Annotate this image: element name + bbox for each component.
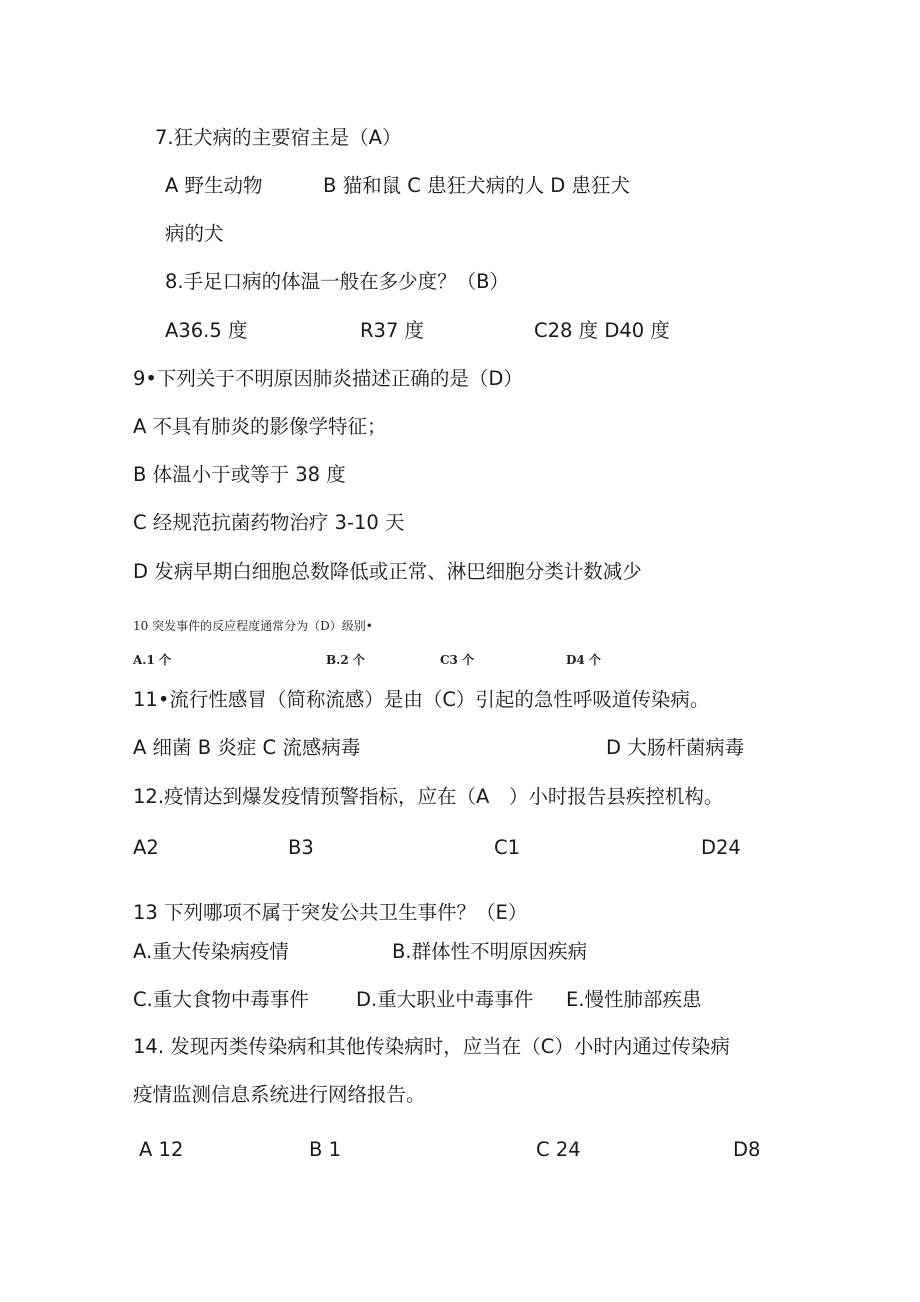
q7-option-wrap: 病的犬	[165, 222, 224, 245]
question-12: 12.疫情达到爆发疫情预警指标，应在（A ）小时报告县疾控机构。	[133, 785, 724, 808]
q13-option-d: D.重大职业中毒事件	[356, 988, 534, 1011]
q10-option-b: B.2 个	[326, 653, 365, 667]
q12-option-c: C1	[494, 836, 521, 859]
q14-option-d: D8	[733, 1138, 761, 1161]
q7-option-a: A 野生动物	[165, 174, 263, 197]
q13-option-a: A.重大传染病疫情	[133, 940, 289, 963]
q13-option-b: B.群体性不明原因疾病	[392, 940, 588, 963]
q12-option-b: B3	[288, 836, 314, 859]
q11-option-d: D 大肠杆菌病毒	[606, 736, 745, 759]
q14-option-c: C 24	[536, 1138, 581, 1161]
q11-option-abc: A 细菌 B 炎症 C 流感病毒	[133, 736, 361, 759]
q10-option-d: D4 个	[566, 653, 601, 667]
q8-option-a: A36.5 度	[165, 319, 248, 342]
q9-option-d: D 发病早期白细胞总数降低或正常、淋巴细胞分类计数减少	[133, 560, 642, 583]
q14-text-wrap: 疫情监测信息系统进行网络报告。	[133, 1083, 426, 1106]
q7-option-bcd: B 猫和鼠 C 患狂犬病的人 D 患狂犬	[323, 174, 631, 197]
q9-option-a: A 不具有肺炎的影像学特征；	[133, 415, 387, 438]
q10-option-c: C3 个	[440, 653, 475, 667]
q8-option-b: R37 度	[360, 319, 425, 342]
q9-option-b: B 体温小于或等于 38 度	[133, 463, 346, 486]
q10-option-a: A.1 个	[133, 653, 172, 667]
question-7: 7.狂犬病的主要宿主是（A）	[155, 126, 402, 149]
q12-option-d: D24	[701, 836, 741, 859]
q9-option-c: C 经规范抗菌药物治疗 3-10 天	[133, 511, 405, 534]
q13-option-c: C.重大食物中毒事件	[133, 988, 309, 1011]
question-8: 8.手足口病的体温一般在多少度？（B）	[165, 270, 509, 293]
question-13: 13 下列哪项不属于突发公共卫生事件？（E）	[133, 901, 528, 924]
question-10: 10 突发事件的反应程度通常分为（D）级别•	[133, 619, 373, 633]
q8-option-cd: C28 度 D40 度	[534, 319, 670, 342]
q14-option-b: B 1	[309, 1138, 341, 1161]
q14-option-a: A 12	[139, 1138, 184, 1161]
question-14: 14. 发现丙类传染病和其他传染病时，应当在（C）小时内通过传染病	[133, 1035, 730, 1058]
question-11: 11•流行性感冒（简称流感）是由（C）引起的急性呼吸道传染病。	[133, 688, 710, 711]
q12-option-a: A2	[133, 836, 159, 859]
q13-option-e: E.慢性肺部疾患	[566, 988, 702, 1011]
question-9: 9•下列关于不明原因肺炎描述正确的是（D）	[133, 367, 523, 390]
